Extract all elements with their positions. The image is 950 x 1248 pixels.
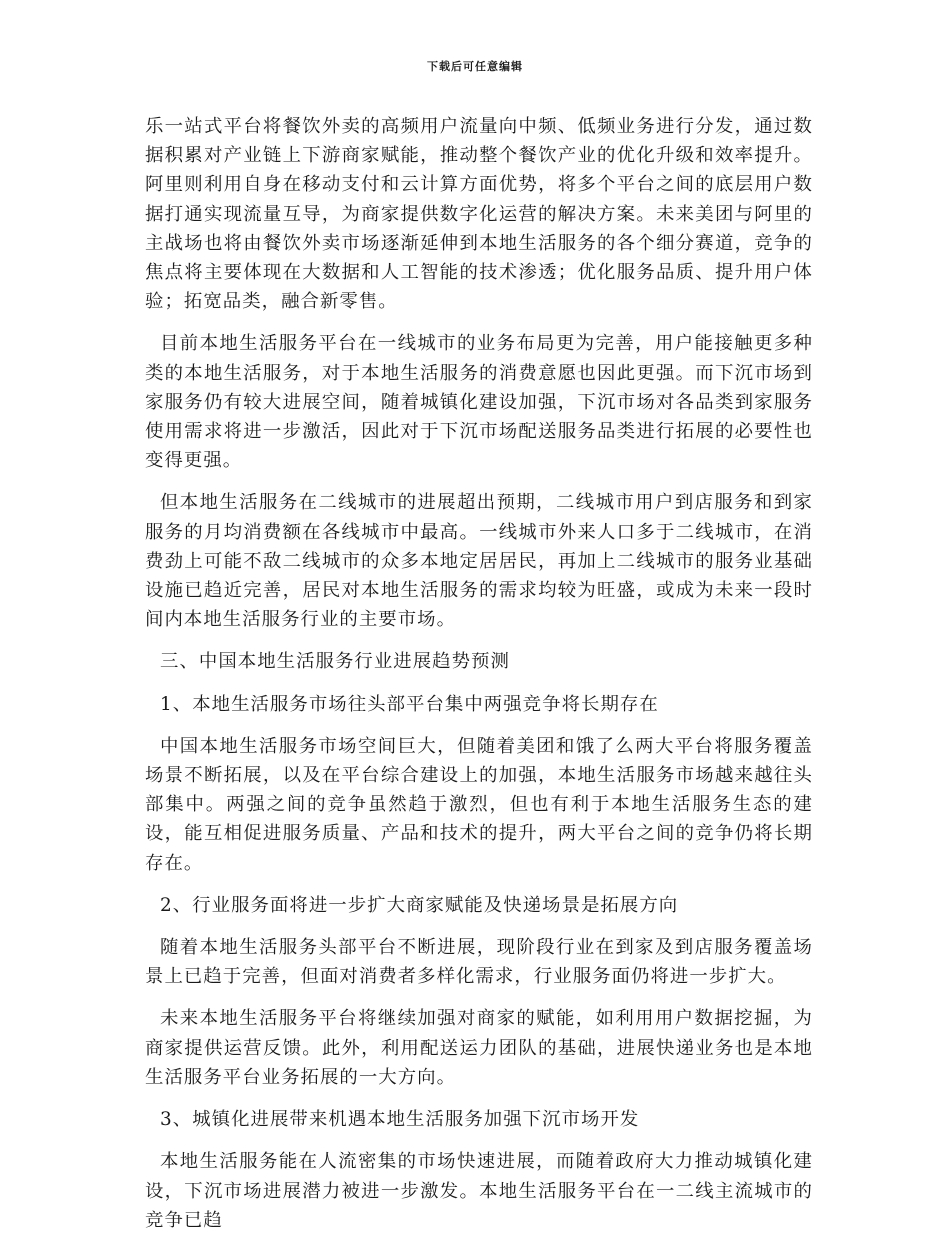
paragraph-3: 但本地生活服务在二线城市的进展超出预期，二线城市用户到店服务和到家服务的月均消费额在各线城市中最高。一线城市外来人口多于二线城市，在消费劲上可能不敌二线城市的众多本地定居居民，再加上二线城市的服务业基础设施已趋近完善，居民对本地生活服务的需求均较为旺盛，或成为未来一段时间内本地生活服务行业的主要市场。 (145, 492, 813, 631)
paragraph-2: 目前本地生活服务平台在一线城市的业务布局更为完善，用户能接触更多种类的本地生活服务，对于本地生活服务的消费意愿也因此更强。而下沉市场到家服务仍有较大进展空间，随着城镇化建设加强，下沉市场对各品类到家服务使用需求将进一步激活，因此对于下沉市场配送服务品类进行拓展的必要性也变得更强。 (145, 333, 813, 472)
subheading-3: 3、城镇化进展带来机遇本地生活服务加强下沉市场开发 (160, 1109, 640, 1131)
document-body (145, 112, 813, 1248)
paragraph-6: 未来本地生活服务平台将继续加强对商家的赋能，如利用用户数据挖掘，为商家提供运营反馈。此外，利用配送运力团队的基础，进展快递业务也是本地生活服务平台业务拓展的一大方向。 (145, 1008, 813, 1088)
subheading-1: 1、本地生活服务市场往头部平台集中两强竞争将长期存在 (160, 693, 659, 715)
subheading-2: 2、行业服务面将进一步扩大商家赋能及快递场景是拓展方向 (160, 894, 679, 916)
paragraph-4: 中国本地生活服务市场空间巨大，但随着美团和饿了么两大平台将服务覆盖场景不断拓展，以及在平台综合建设上的加强，本地生活服务市场越来越往头部集中。两强之间的竞争虽然趋于激烈，但也有利于本地生活服务生态的建设，能互相促进服务质量、产品和技术的提升，两大平台之间的竞争仍将长期存在。 (145, 735, 813, 874)
paragraph-5: 随着本地生活服务头部平台不断进展，现阶段行业在到家及到店服务覆盖场景上已趋于完善，但面对消费者多样化需求，行业服务面仍将进一步扩大。 (145, 937, 813, 988)
paragraph-7: 本地生活服务能在人流密集的市场快速进展，而随着政府大力推动城镇化建设，下沉市场进展潜力被进一步激发。本地生活服务平台在一二线主流城市的竞争已趋 (145, 1151, 813, 1231)
section-heading-3: 三、中国本地生活服务行业进展趋势预测 (160, 651, 510, 673)
page-header: 下载后可任意编辑 (427, 60, 523, 73)
paragraph-1: 乐一站式平台将餐饮外卖的高频用户流量向中频、低频业务进行分发，通过数据积累对产业链上下游商家赋能，推动整个餐饮产业的优化升级和效率提升。阿里则利用自身在移动支付和云计算方面优势，将多个平台之间的底层用户数据打通实现流量互导，为商家提供数字化运营的解决方案。未来美团与阿里的主战场也将由餐饮外卖市场逐渐延伸到本地生活服务的各个细分赛道，竞争的焦点将主要体现在大数据和人工智能的技术渗透；优化服务品质、提升用户体验；拓宽品类，融合新零售。 (145, 116, 813, 313)
